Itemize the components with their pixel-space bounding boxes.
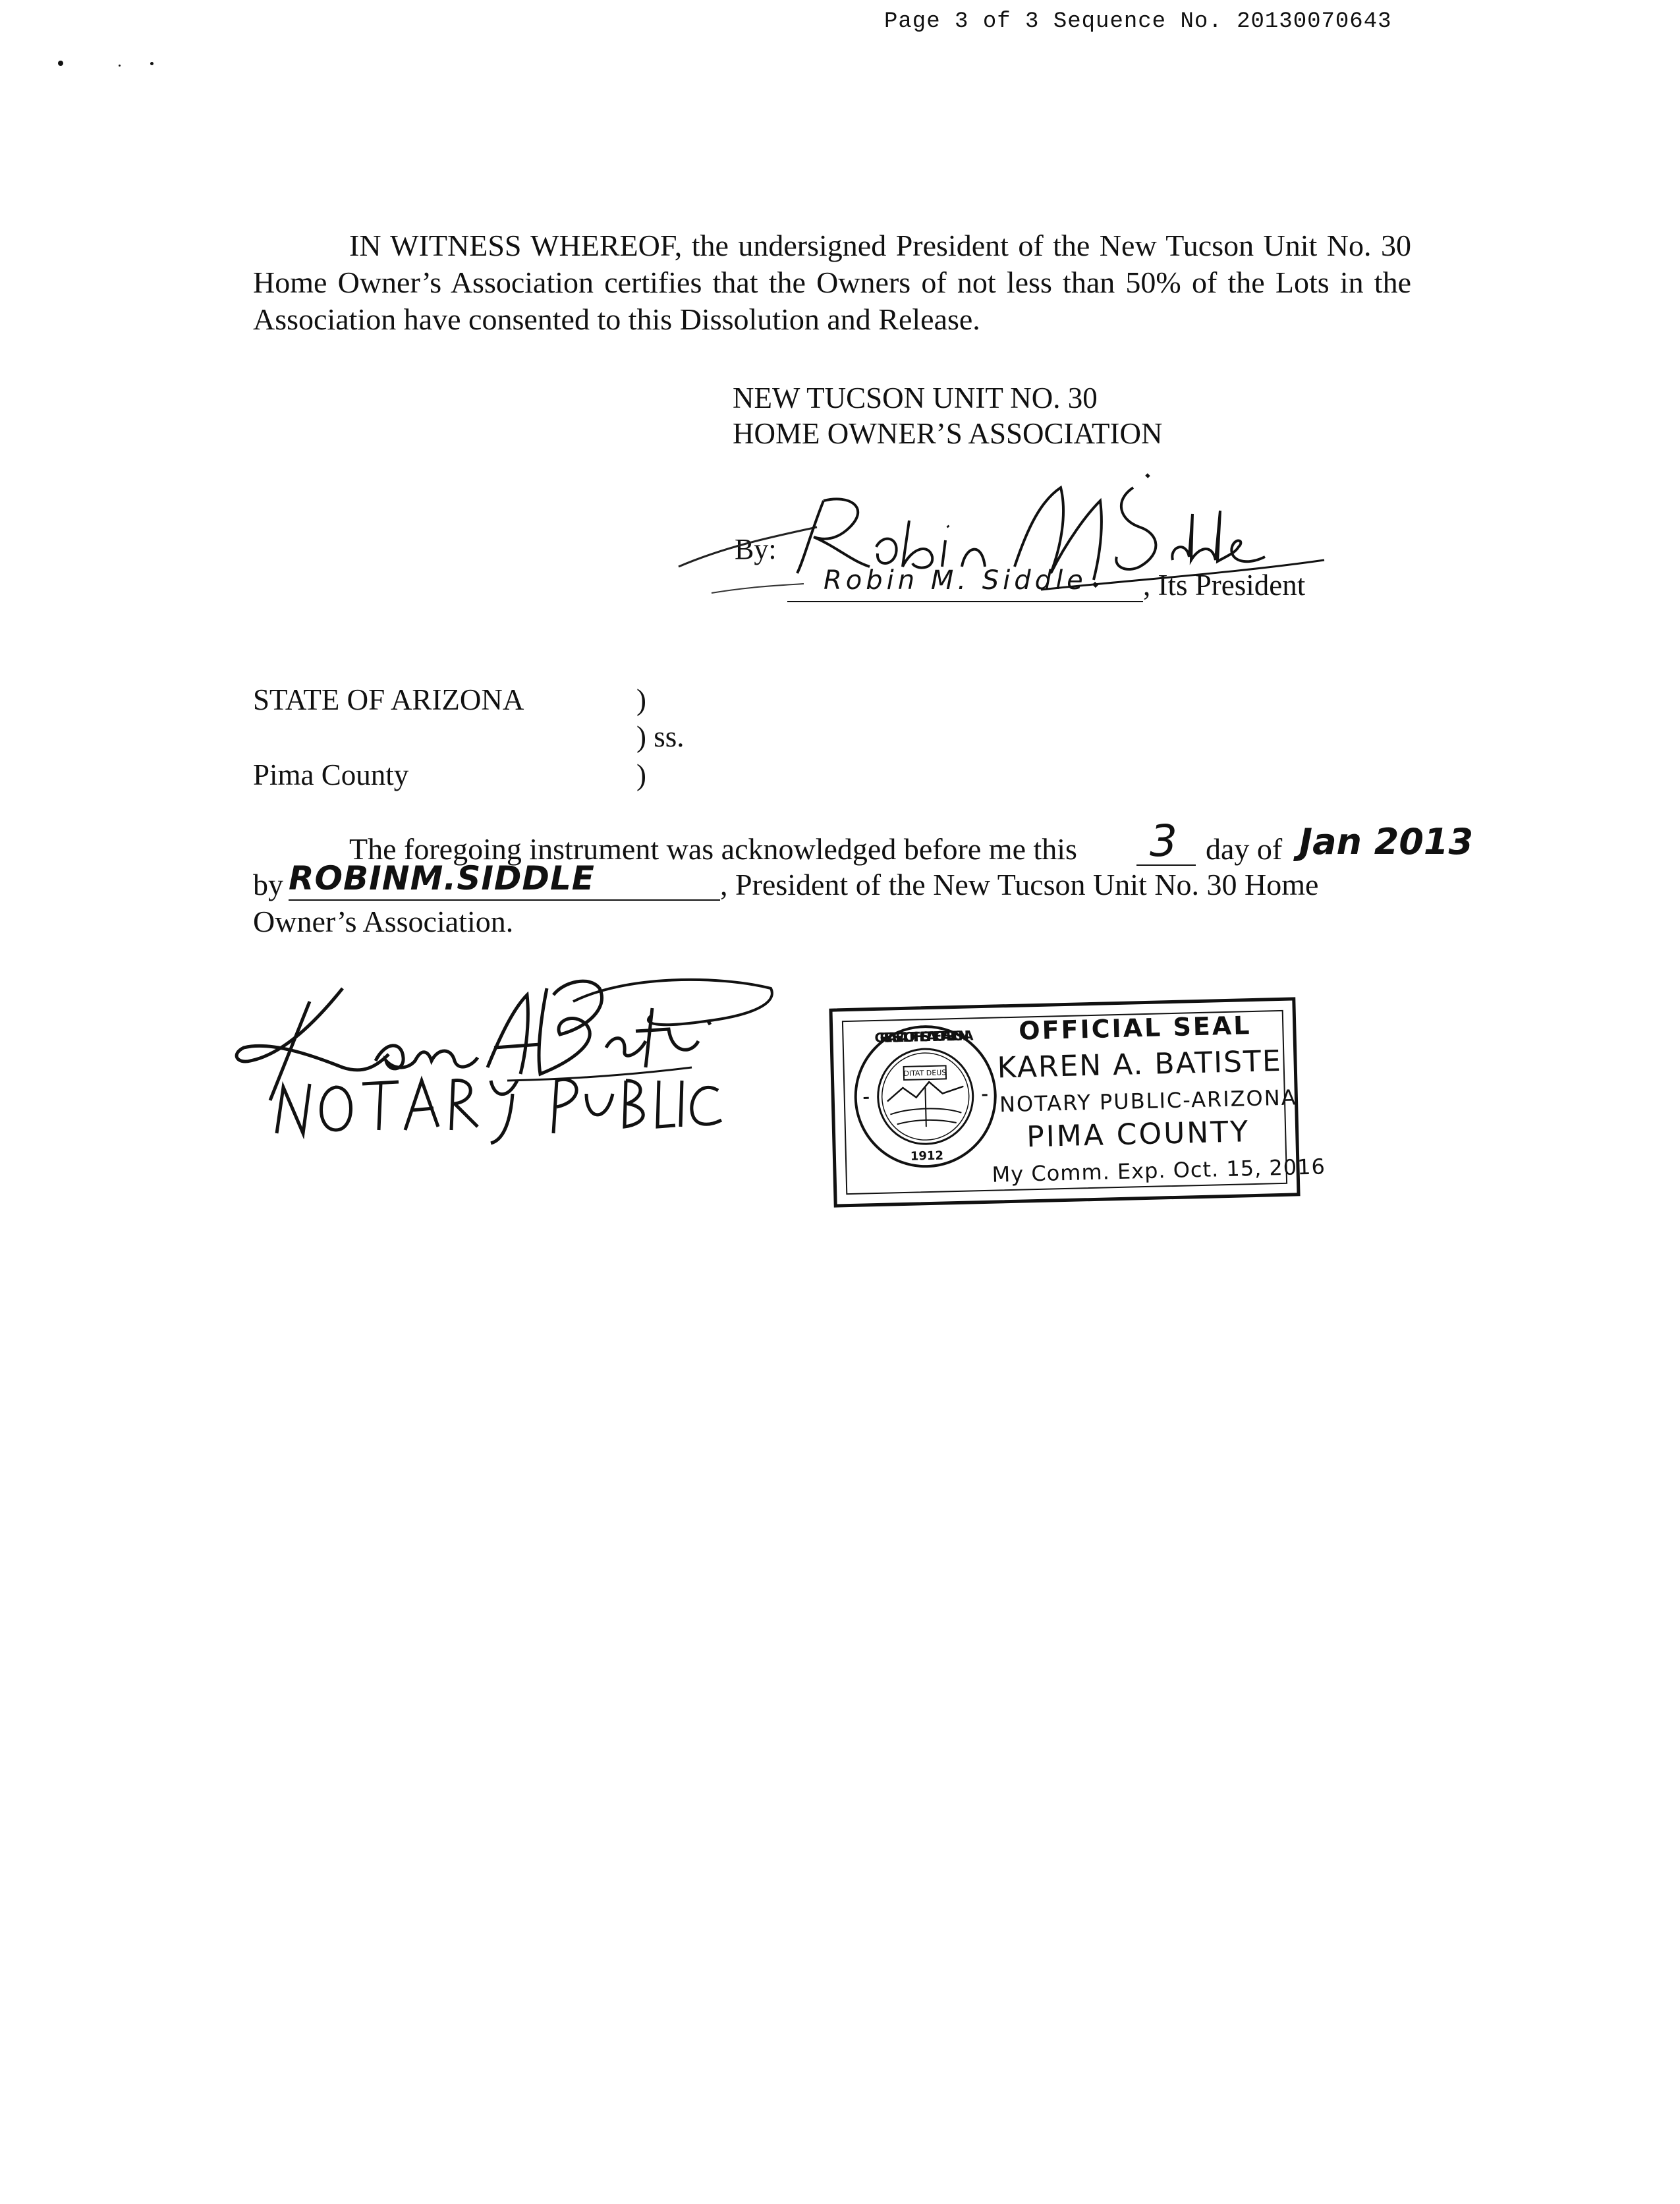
scan-speck	[119, 65, 121, 67]
seal-emblem-text: GREAT SEAL OF THE STATE OF ARIZONA	[874, 1027, 974, 1046]
president-printed-name: Robin M. Siddle	[824, 565, 1087, 596]
seal-county: PIMA COUNTY	[1026, 1115, 1250, 1154]
scan-speck	[58, 61, 63, 66]
venue-paren-3: )	[636, 758, 646, 791]
notary-public-handwritten	[264, 1061, 725, 1146]
ack-day-line	[1136, 864, 1196, 866]
seal-emblem-year: 1912	[910, 1148, 944, 1164]
ack-text-4: Owner’s Association.	[253, 905, 514, 938]
association-line-2: HOME OWNER’S ASSOCIATION	[733, 417, 1163, 450]
ack-text-1: The foregoing instrument was acknowledged before me this	[349, 832, 1077, 866]
seal-name: KAREN A. BATISTE	[997, 1044, 1283, 1085]
seal-heading: OFFICIAL SEAL	[1018, 1011, 1252, 1046]
official-seal	[829, 997, 1326, 1207]
ack-by-label: by	[253, 868, 283, 901]
venue-county: Pima County	[253, 758, 409, 791]
by-label: By:	[735, 533, 777, 565]
ack-text-3: , President of the New Tucson Unit No. 30 Home	[720, 868, 1319, 901]
ack-month-year-value: Jan 2013	[1299, 821, 1474, 862]
venue-ss: ) ss.	[636, 720, 685, 753]
scan-speck	[150, 62, 154, 65]
arizona-seal-emblem	[849, 1019, 1003, 1173]
ack-day-value: 3	[1150, 816, 1177, 866]
president-signature	[672, 474, 1337, 626]
signature-line	[787, 601, 1143, 602]
seal-emblem-motto: DITAT DEUS	[903, 1068, 947, 1078]
seal-commission: My Comm. Exp. Oct. 15, 2016	[992, 1154, 1326, 1187]
seal-office: NOTARY PUBLIC-ARIZONA	[999, 1085, 1297, 1117]
ack-text-2: day of	[1206, 832, 1283, 866]
president-title: , Its President	[1143, 569, 1306, 602]
venue-paren-1: )	[636, 683, 646, 716]
association-line-1: NEW TUCSON UNIT NO. 30	[733, 381, 1098, 414]
ack-name-line	[289, 899, 720, 901]
ack-name-value: ROBINM.SIDDLE	[289, 859, 595, 897]
page-header: Page 3 of 3 Sequence No. 20130070643	[884, 9, 1392, 34]
witness-paragraph: IN WITNESS WHEREOF, the undersigned President of the New Tucson Unit No. 30 Home Owner’s Association certifies that the Owners of not less than 50% of the Lots in the Association have consented to this Dissolution and Release.	[253, 229, 1411, 336]
venue-state: STATE OF ARIZONA	[253, 683, 524, 716]
